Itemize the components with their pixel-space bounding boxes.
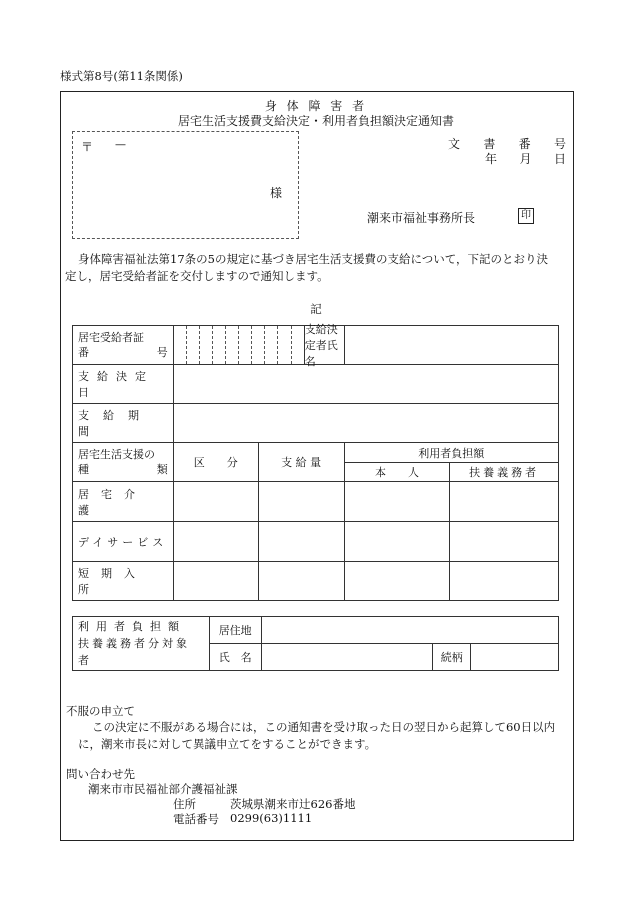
name-label: 氏 名	[209, 644, 261, 671]
table-cell	[173, 482, 258, 522]
table-cell	[258, 482, 344, 522]
digit-box	[186, 326, 199, 364]
row-label-short-stay: 短期入所	[73, 562, 174, 601]
date-day: 日	[553, 152, 566, 166]
table-row	[73, 365, 559, 404]
seal-text: 印	[518, 208, 534, 224]
recipient-name-text: 支給決定者氏名	[304, 323, 338, 368]
cert-label-cell	[73, 326, 174, 365]
address-value: 茨城県潮来市辻626番地	[230, 797, 356, 811]
service-type-line2	[78, 462, 168, 477]
doc-number-char: 書	[483, 137, 496, 151]
residence-label: 居住地	[209, 617, 261, 644]
issuer-name: 潮来市福祉事務所長	[367, 211, 476, 225]
relation-label: 続柄	[433, 644, 471, 671]
digit-box	[291, 326, 304, 364]
address-box	[72, 131, 299, 239]
col-self-header: 本 人	[344, 463, 450, 482]
cert-number-digits	[174, 326, 304, 364]
postal-mark: 〒	[81, 140, 94, 154]
digit-box	[264, 326, 277, 364]
table-cell	[344, 482, 450, 522]
table-cell	[344, 562, 450, 601]
title-line2: 居宅生活支援費支給決定・利用者負担額決定通知書	[177, 114, 454, 128]
body-text-line2: 定し，居宅受給者証を交付しますので通知します。	[65, 269, 329, 283]
table-cell	[173, 562, 258, 601]
cert-label-go: 号	[156, 346, 168, 359]
col-kubun-header: 区 分	[173, 443, 258, 482]
cert-label: 居宅受給者証	[78, 331, 144, 344]
table-row	[73, 443, 559, 463]
col-support-header: 扶養義務者	[450, 463, 559, 482]
body-text-line1: 身体障害福祉法第17条の5の規定に基づき居宅生活支援費の支給について，下記のとおり決	[78, 252, 548, 266]
doc-number-char: 番	[518, 137, 531, 151]
dependent-label	[73, 617, 210, 671]
cert-label-2	[78, 345, 168, 360]
col-burden-header: 利用者負担額	[344, 443, 558, 463]
recipient-name-label	[304, 323, 344, 368]
decision-table	[72, 325, 559, 601]
row-label-day-service: デイサービス	[73, 522, 174, 562]
date-fields	[485, 150, 566, 167]
period-value	[173, 404, 558, 443]
ki-heading: 記	[310, 302, 322, 316]
phone-value: 0299(63)1111	[230, 811, 313, 825]
seal-mark	[518, 208, 534, 224]
residence-value	[261, 617, 558, 644]
digit-box	[251, 326, 264, 364]
table-cell	[450, 562, 559, 601]
doc-number-char: 文	[448, 137, 461, 151]
dependent-label-line1: 利用者負担額	[78, 620, 186, 633]
table-cell	[450, 482, 559, 522]
digit-box	[277, 326, 290, 364]
address-label: 住所	[173, 797, 196, 811]
table-row	[73, 522, 559, 562]
dependent-table	[72, 616, 559, 671]
postal-dash: —	[115, 138, 126, 151]
date-month: 月	[519, 152, 532, 166]
phone-label: 電話番号	[173, 812, 219, 826]
digit-box	[212, 326, 225, 364]
date-year: 年	[485, 152, 498, 166]
service-type-rui: 類	[156, 463, 168, 476]
addressee-suffix: 様	[270, 186, 283, 200]
table-cell	[258, 562, 344, 601]
contact-heading: 問い合わせ先	[66, 767, 135, 781]
cert-label-ban: 番	[78, 346, 89, 359]
table-row	[73, 617, 559, 644]
relation-value	[471, 644, 559, 671]
name-value	[261, 644, 433, 671]
digit-box	[174, 326, 186, 364]
service-type-label	[73, 443, 174, 482]
digit-box	[199, 326, 212, 364]
contact-department: 潮来市市民福祉部介護福祉課	[88, 782, 238, 796]
appeal-heading: 不服の申立て	[66, 704, 135, 718]
cert-number-cell	[173, 323, 344, 368]
appeal-line2: に，潮来市長に対して異議申立てをすることができます。	[78, 737, 377, 751]
table-row	[73, 404, 559, 443]
period-label: 支給期間	[73, 404, 174, 443]
table-row	[73, 326, 559, 365]
doc-number-char: 号	[553, 137, 566, 151]
table-cell	[344, 522, 450, 562]
service-type-line1: 居宅生活支援の	[78, 448, 155, 461]
table-cell	[450, 522, 559, 562]
title-line1: 身 体 障 害 者	[264, 99, 368, 113]
table-row	[73, 562, 559, 601]
recipient-name-value	[344, 326, 558, 365]
dependent-label-line2: 扶養義務者分対象者	[78, 637, 190, 667]
digit-box	[238, 326, 251, 364]
form-reference: 様式第8号(第11条関係)	[60, 69, 183, 83]
decision-date-value	[173, 365, 558, 404]
row-label-home-care: 居宅介護	[73, 482, 174, 522]
table-cell	[258, 522, 344, 562]
service-type-shu: 種	[78, 463, 89, 476]
digit-box	[225, 326, 238, 364]
table-cell	[173, 522, 258, 562]
col-amount-header: 支 給 量	[258, 443, 344, 482]
appeal-line1: この決定に不服がある場合には，この通知書を受け取った日の翌日から起算して60日以内	[92, 720, 556, 734]
table-row	[73, 482, 559, 522]
decision-date-label: 支給決定日	[73, 365, 174, 404]
